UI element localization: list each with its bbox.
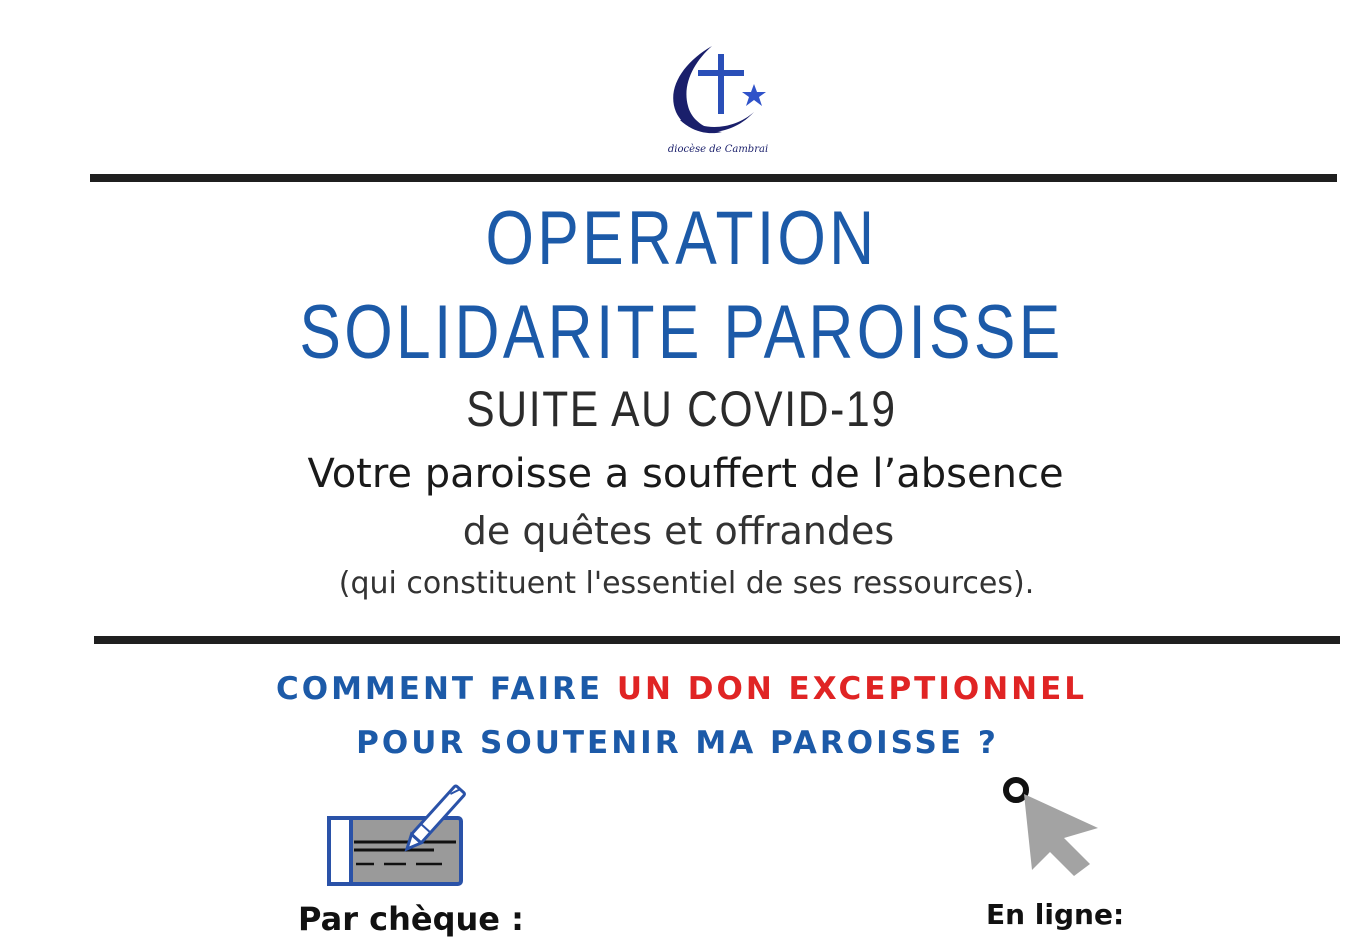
payment-method-online-label: En ligne: — [986, 898, 1125, 931]
page-subtitle: SUITE AU COVID-19 — [466, 381, 897, 437]
logo-caption: diocèse de Cambrai — [667, 144, 769, 155]
page-title-line-2: SOLIDARITE PAROISSE — [299, 290, 1064, 375]
intro-line-3: (qui constituent l'essentiel de ses ressources). — [338, 566, 1035, 601]
page-title-line-1: OPERATION — [485, 196, 878, 281]
question-highlight: UN DON EXCEPTIONNEL — [616, 671, 1088, 707]
payment-method-cheque-label: Par chèque : — [298, 900, 524, 938]
donation-question-line-2: POUR SOUTENIR MA PAROISSE ? — [356, 725, 999, 761]
middle-divider — [94, 636, 1340, 644]
cheque-pen-icon — [324, 784, 476, 892]
cross-with-star-logo-icon — [662, 40, 774, 144]
intro-line-2: de quêtes et offrandes — [462, 509, 895, 553]
mouse-cursor-icon — [1000, 772, 1104, 880]
diocese-logo — [662, 40, 774, 160]
top-divider — [90, 174, 1337, 182]
donation-question-line-1 — [0, 666, 1363, 712]
intro-line-1: Votre paroisse a souffert de l’absence — [307, 451, 1064, 497]
question-prefix: COMMENT FAIRE — [275, 671, 617, 707]
